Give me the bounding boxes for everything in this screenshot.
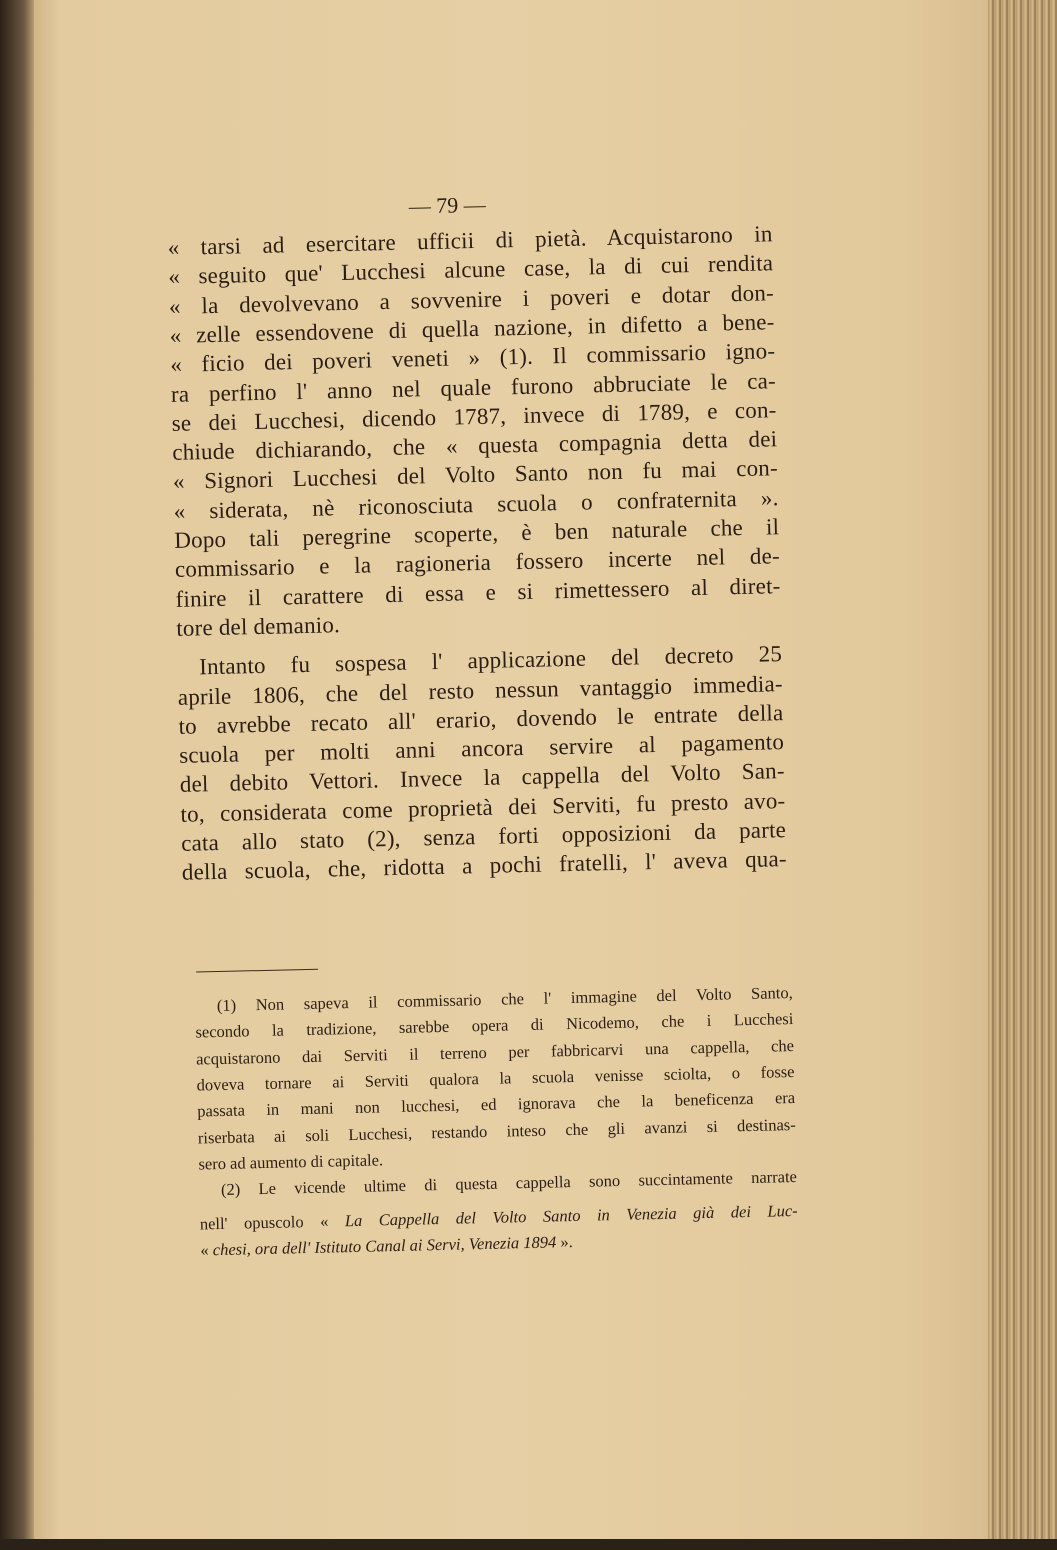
footnote-line: secondo la tradizione, sarebbe opera di Nicodemo, che i Lucchesi: [195, 1009, 794, 1042]
body-line: del debito Vettori. Invece la cappella del Volto San-: [179, 758, 785, 798]
body-line: tore del demanio.: [176, 612, 341, 641]
body-line: « Signori Lucchesi del Volto Santo non fu mai con-: [172, 455, 779, 495]
body-line: « la devolvevano a sovvenire i poveri e dotar don-: [168, 279, 775, 319]
footnote-line: doveva tornare ai Serviti qualora la scuola venisse sciolta, o fosse: [196, 1061, 795, 1095]
footnote-line: (1) Non sapeva il commissario che l' immagine del Volto Santo,: [216, 982, 793, 1016]
footnote-line: (2) Le vicende ultime di questa cappella sono succintamente narrate: [220, 1167, 798, 1200]
body-line: della scuola, che, ridotta a pochi fratelli, l' aveva qua-: [181, 846, 787, 886]
footnote-line: passata in mani non lucchesi, ed ignorava che la beneficenza era: [197, 1088, 796, 1121]
footnote-line: acquistarono dai Serviti il terreno per fabbricarvi una cappella, che: [195, 1035, 795, 1069]
footnote-line: « chesi, ora dell' Istituto Canal ai Servi, Venezia 1894 ».: [200, 1232, 573, 1260]
body-line: aprile 1806, che del resto nessun vantaggio immedia-: [177, 670, 783, 710]
body-line: « ficio dei poveri veneti » (1). Il commissario igno-: [170, 338, 776, 378]
body-line: cata allo stato (2), senza forti opposizioni da parte: [180, 817, 787, 856]
body-line: se dei Lucchesi, dicendo 1787, invece di 1789, e con-: [171, 396, 777, 436]
body-line: finire il carattere di essa e si rimettessero al diret-: [175, 572, 781, 612]
body-line: chiude dichiarando, che « questa compagnia detta dei: [172, 426, 778, 466]
body-line: « zelle essendovene di quella nazione, in difetto a bene-: [169, 309, 775, 348]
body-line: « seguito que' Lucchesi alcune case, la di cui rendita: [168, 250, 774, 290]
footnote-line: nell' opuscolo « La Cappella del Volto Santo in Venezia già dei Luc-: [199, 1200, 798, 1234]
body-line: to avrebbe recato all' erario, dovendo le entrate della: [178, 699, 784, 739]
footnote-rule: [196, 969, 318, 973]
body-line: scuola per molti anni ancora servire al pagamento: [178, 729, 785, 768]
body-line: « tarsi ad esercitare ufficii di pietà. Acquistarono in: [167, 221, 773, 260]
body-line: « siderata, nè riconosciuta scuola o confraternita ».: [173, 484, 779, 524]
body-line: Dopo tali peregrine scoperte, è ben naturale che il: [174, 514, 780, 553]
footnote-line: riserbata ai soli Lucchesi, restando inteso che gli avanzi si destinas-: [197, 1114, 796, 1148]
page-number: — 79 —: [408, 191, 487, 219]
body-line: ra perfino l' anno nel quale furono abbruciate le ca-: [170, 367, 777, 407]
body-line: commissario e la ragioneria fossero incerte nel de-: [174, 543, 781, 583]
body-line: to, considerata come proprietà dei Serviti, fu presto avo-: [180, 787, 786, 827]
footnote-line: sero ad aumento di capitale.: [198, 1150, 384, 1174]
body-line: Intanto fu sospesa l' applicazione del decreto 25: [198, 641, 783, 680]
